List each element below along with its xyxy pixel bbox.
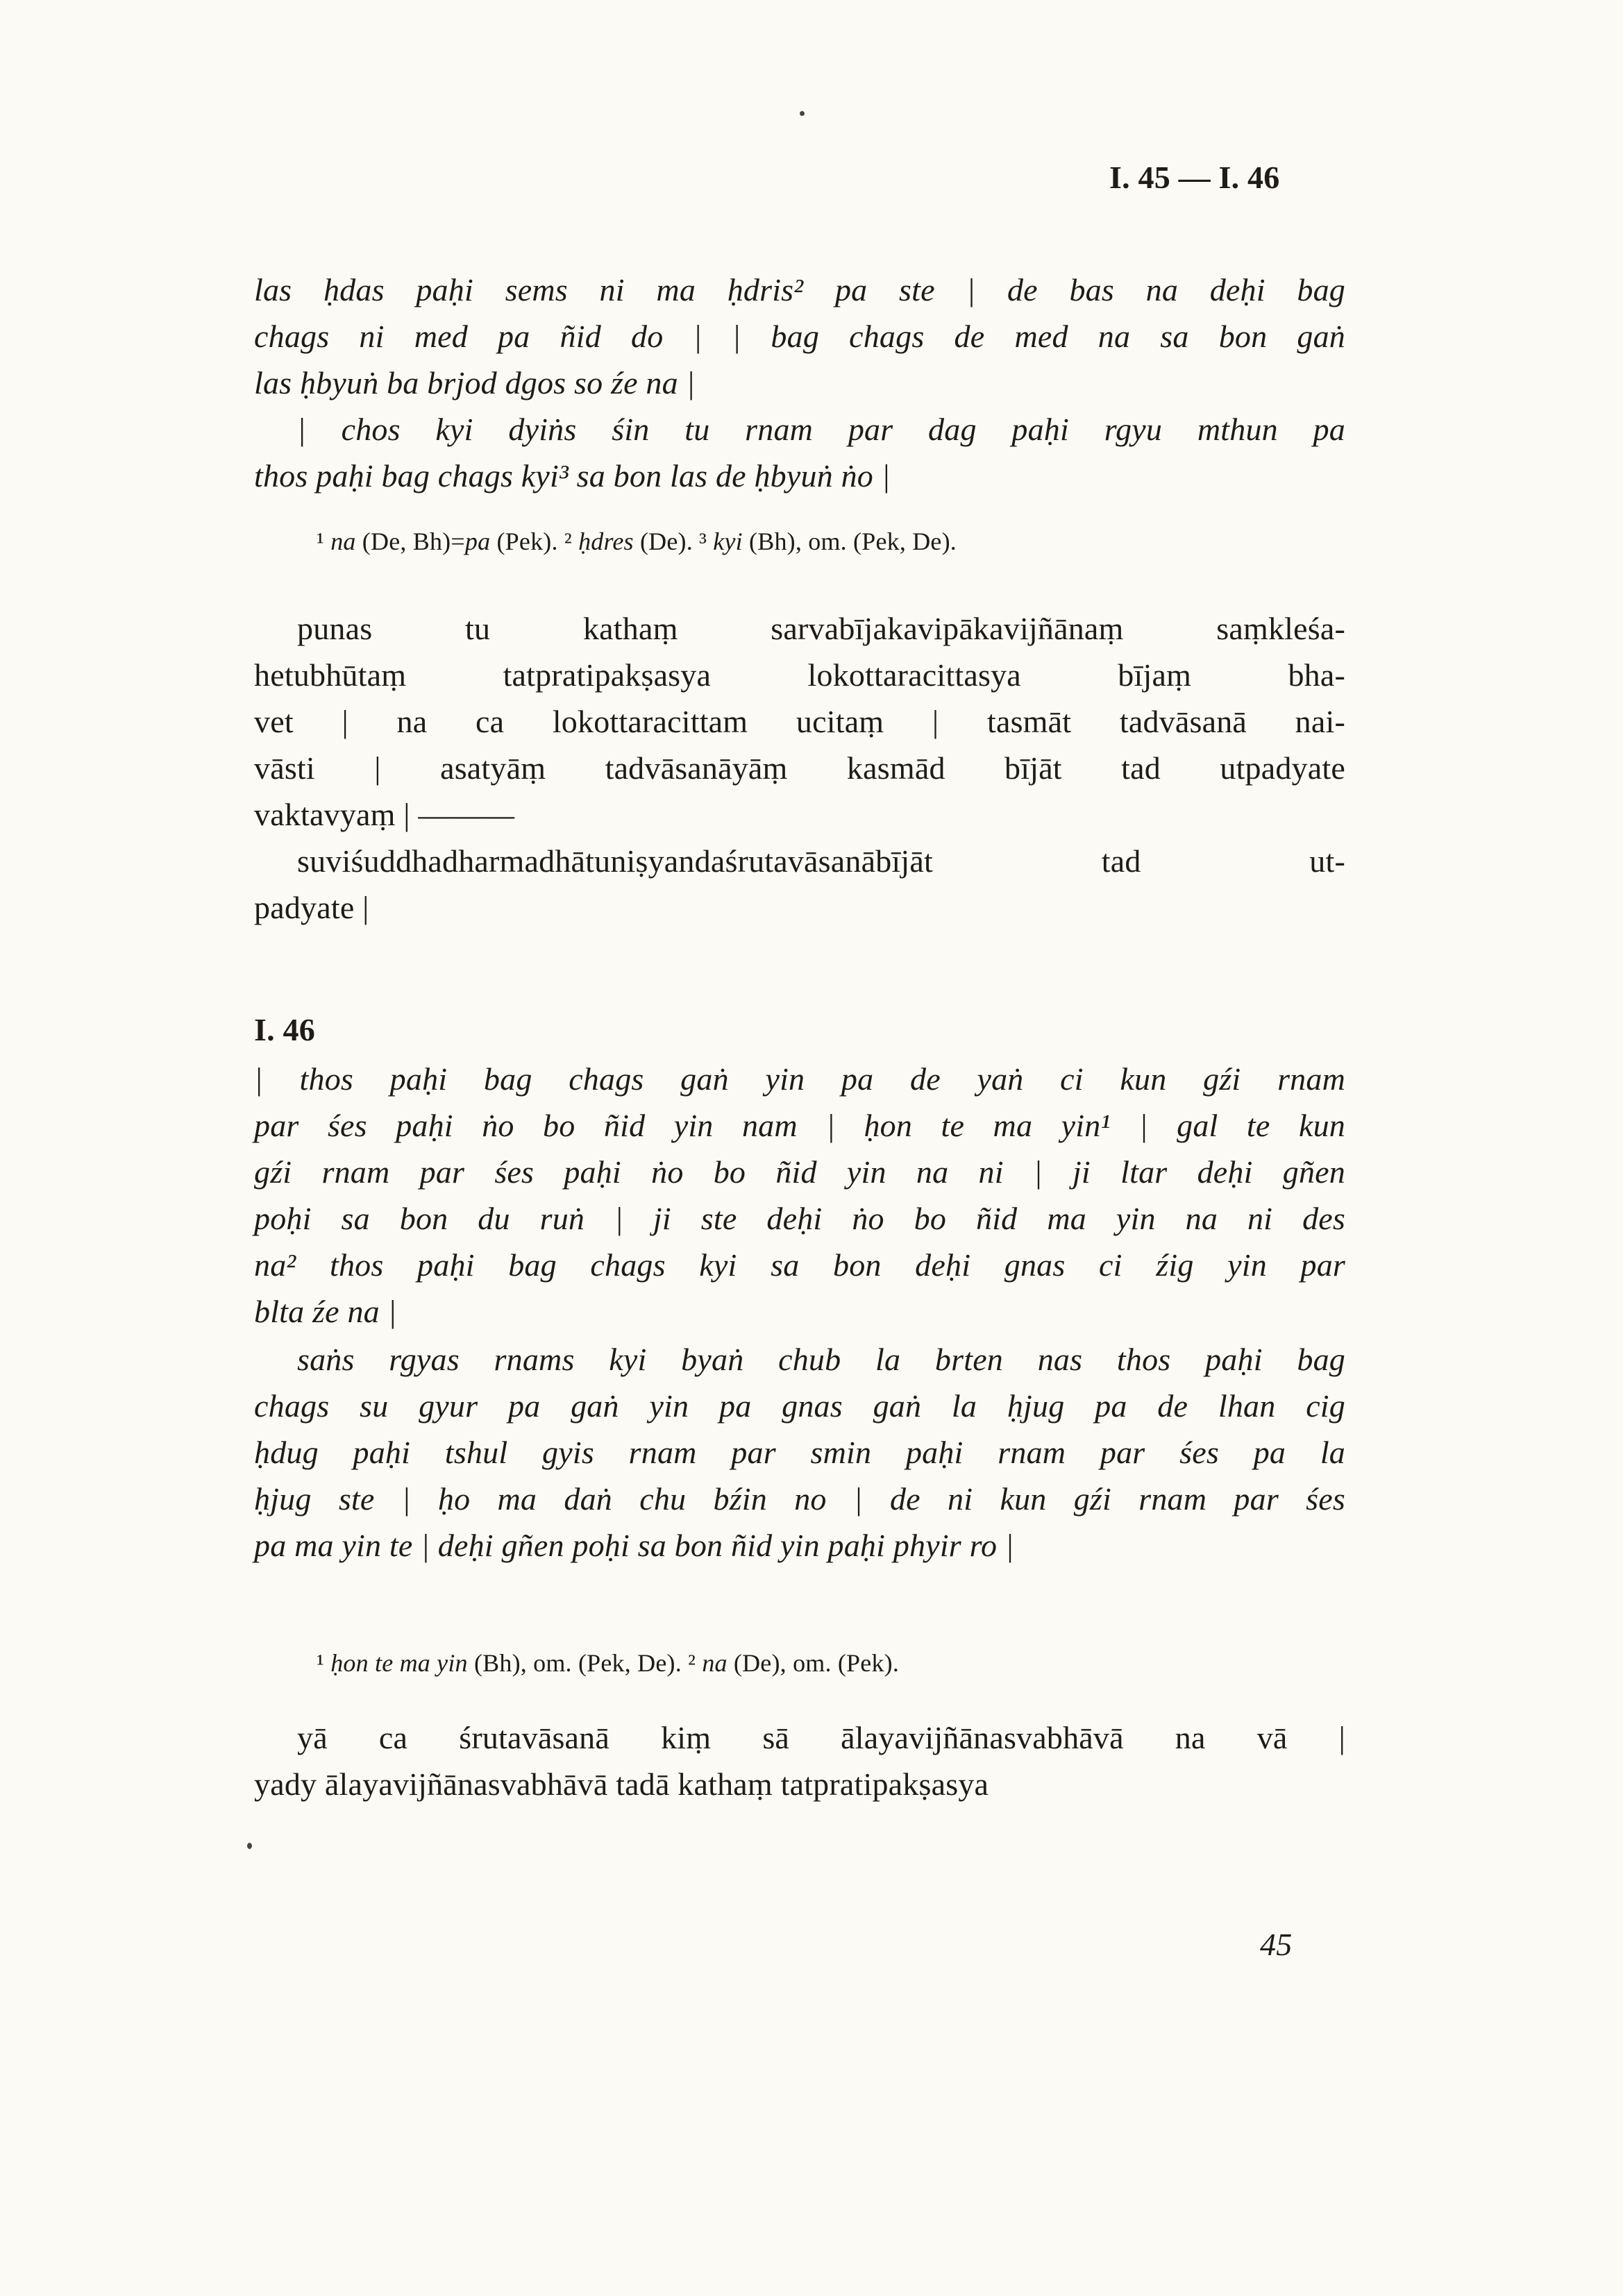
tibetan-paragraph-3 bbox=[254, 1056, 1345, 1335]
footnote-segment: (Bh), om. (Pek, De). bbox=[742, 527, 957, 555]
footnote-segment: (Bh), om. (Pek, De). ² bbox=[467, 1649, 703, 1677]
text-line: par śes paḥi ṅo bo ñid yin nam | ḥon te ma yin¹ | gal te kun bbox=[254, 1108, 1345, 1143]
footnote-segment: ḥdres bbox=[578, 527, 634, 555]
footnote-segment: (De, Bh)= bbox=[355, 527, 465, 555]
text-line: padyate | bbox=[254, 890, 369, 925]
text-line: vāsti | asatyāṃ tadvāsanāyāṃ kasmād bījāt tad utpadyate bbox=[254, 750, 1345, 786]
sanskrit-paragraph-2 bbox=[254, 838, 1345, 931]
text-line: thos paḥi bag chags kyi³ sa bon las de ḥbyuṅ ṅo | bbox=[254, 458, 891, 493]
text-line: las ḥdas paḥi sems ni ma ḥdris² pa ste | de bas na deḥi bag bbox=[254, 272, 1345, 307]
footnote-apparatus-1 bbox=[254, 525, 1408, 558]
sanskrit-paragraph-3 bbox=[254, 1714, 1345, 1807]
text-line: pa ma yin te | deḥi gñen poḥi sa bon ñid yin paḥi phyir ro | bbox=[254, 1528, 1014, 1563]
text-line: gźi rnam par śes paḥi ṅo bo ñid yin na ni | ji ltar deḥi gñen bbox=[254, 1154, 1345, 1190]
text-line: chags ni med pa ñid do | | bag chags de med na sa bon gaṅ bbox=[254, 319, 1345, 354]
text-line: ḥdug paḥi tshul gyis rnam par smin paḥi rnam par śes pa la bbox=[254, 1435, 1345, 1470]
tibetan-paragraph-1 bbox=[254, 267, 1345, 406]
footnote-segment: ¹ bbox=[317, 1649, 331, 1677]
footnote-segment: na bbox=[702, 1649, 728, 1677]
text-line: na² thos paḥi bag chags kyi sa bon deḥi gnas ci źig yin par bbox=[254, 1247, 1345, 1283]
text-line: punas tu kathaṃ sarvabījakavipākavijñānaṃ saṃkleśa- bbox=[297, 611, 1345, 646]
tibetan-paragraph-2 bbox=[254, 406, 1345, 499]
footnote-segment: (Pek). ² bbox=[490, 527, 579, 555]
footnote-segment: ¹ bbox=[317, 527, 331, 555]
text-line: poḥi sa bon du ruṅ | ji ste deḥi ṅo bo ñid ma yin na ni des bbox=[254, 1201, 1345, 1236]
text-line: saṅs rgyas rnams kyi byaṅ chub la brten nas thos paḥi bag bbox=[297, 1342, 1345, 1377]
scan-speck bbox=[800, 111, 805, 116]
sanskrit-paragraph-1 bbox=[254, 605, 1345, 838]
footnote-segment: (De). ³ bbox=[633, 527, 714, 555]
text-line: yady ālayavijñānasvabhāvā tadā kathaṃ tatpratipakṣasya bbox=[254, 1766, 989, 1802]
footnote-segment: ḥon te ma yin bbox=[330, 1649, 468, 1677]
text-line: las ḥbyuṅ ba brjod dgos so źe na | bbox=[254, 365, 696, 400]
text-line: hetubhūtaṃ tatpratipakṣasya lokottaracittasya bījaṃ bha- bbox=[254, 657, 1345, 693]
text-line: blta źe na | bbox=[254, 1294, 397, 1329]
footnote-segment: (De), om. (Pek). bbox=[727, 1649, 900, 1677]
section-heading-i46: I. 46 bbox=[254, 1012, 315, 1047]
page-number: 45 bbox=[1260, 1927, 1293, 1962]
text-line: | thos paḥi bag chags gaṅ yin pa de yaṅ ci kun gźi rnam bbox=[254, 1061, 1345, 1097]
footnote-segment: pa bbox=[464, 527, 491, 555]
tibetan-paragraph-4 bbox=[254, 1336, 1345, 1569]
text-line: suviśuddhadharmadhātuniṣyandaśrutavāsanābījāt tad ut- bbox=[297, 843, 1345, 879]
footnote-apparatus-2 bbox=[254, 1646, 1408, 1680]
text-line: | chos kyi dyiṅs śin tu rnam par dag paḥi rgyu mthun pa bbox=[297, 412, 1345, 447]
footnote-segment: na bbox=[330, 527, 356, 555]
scan-speck bbox=[247, 1843, 252, 1849]
text-line: vet | na ca lokottaracittam ucitaṃ | tasmāt tadvāsanā nai- bbox=[254, 704, 1345, 739]
text-line: chags su gyur pa gaṅ yin pa gnas gaṅ la ḥjug pa de lhan cig bbox=[254, 1388, 1345, 1424]
text-line: vaktavyaṃ | ——— bbox=[254, 797, 515, 832]
text-line: ḥjug ste | ḥo ma daṅ chu bźin no | de ni kun gźi rnam par śes bbox=[254, 1481, 1345, 1517]
text-line: yā ca śrutavāsanā kiṃ sā ālayavijñānasvabhāvā na vā | bbox=[297, 1720, 1345, 1755]
footnote-segment: kyi bbox=[713, 527, 743, 555]
running-header-folio: I. 45 — I. 46 bbox=[1109, 160, 1280, 195]
